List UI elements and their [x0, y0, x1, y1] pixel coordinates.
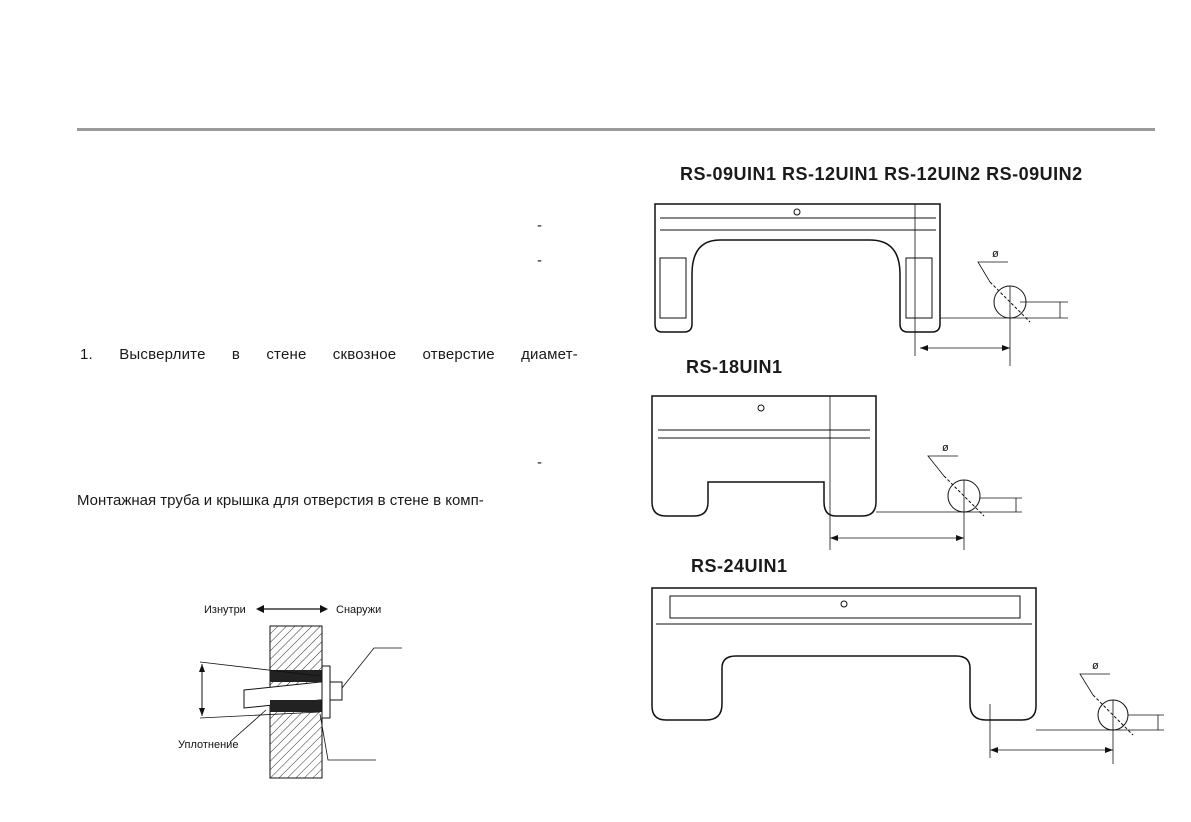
- dash-mark: -: [537, 454, 542, 471]
- pipe-note-text: Монтажная труба и крышка для отверстия в стене в комп-: [77, 492, 484, 509]
- seal-top: [270, 670, 322, 682]
- outside-label: Снаружи: [336, 604, 382, 616]
- wall-pipe-diagram: [170, 598, 410, 788]
- header-rule: [77, 128, 1155, 131]
- seal-label: Уплотнение: [178, 739, 239, 751]
- model-group3-title: RS-24UIN1: [691, 556, 788, 576]
- model-group2-title: RS-18UIN1: [686, 357, 783, 377]
- mounting-plate-3: [640, 584, 1180, 764]
- double-arrow-icon: [256, 605, 328, 613]
- model-group1-title: RS-09UIN1 RS-12UIN1 RS-12UIN2 RS-09UIN2: [680, 164, 1083, 184]
- diameter-symbol: ø: [1092, 660, 1099, 672]
- mounting-plate-2: [640, 390, 1040, 560]
- wall-cover: [322, 666, 330, 718]
- seal-bottom: [270, 700, 322, 712]
- mounting-plate-1: [640, 196, 1090, 366]
- inside-label: Изнутри: [204, 604, 246, 616]
- diameter-symbol: ø: [942, 442, 949, 454]
- dash-mark: -: [537, 217, 542, 234]
- dash-mark: -: [537, 252, 542, 269]
- diameter-symbol: ø: [992, 248, 999, 260]
- step-1-text: 1. Высверлите в стене сквозное отверстие диамет-: [80, 346, 578, 363]
